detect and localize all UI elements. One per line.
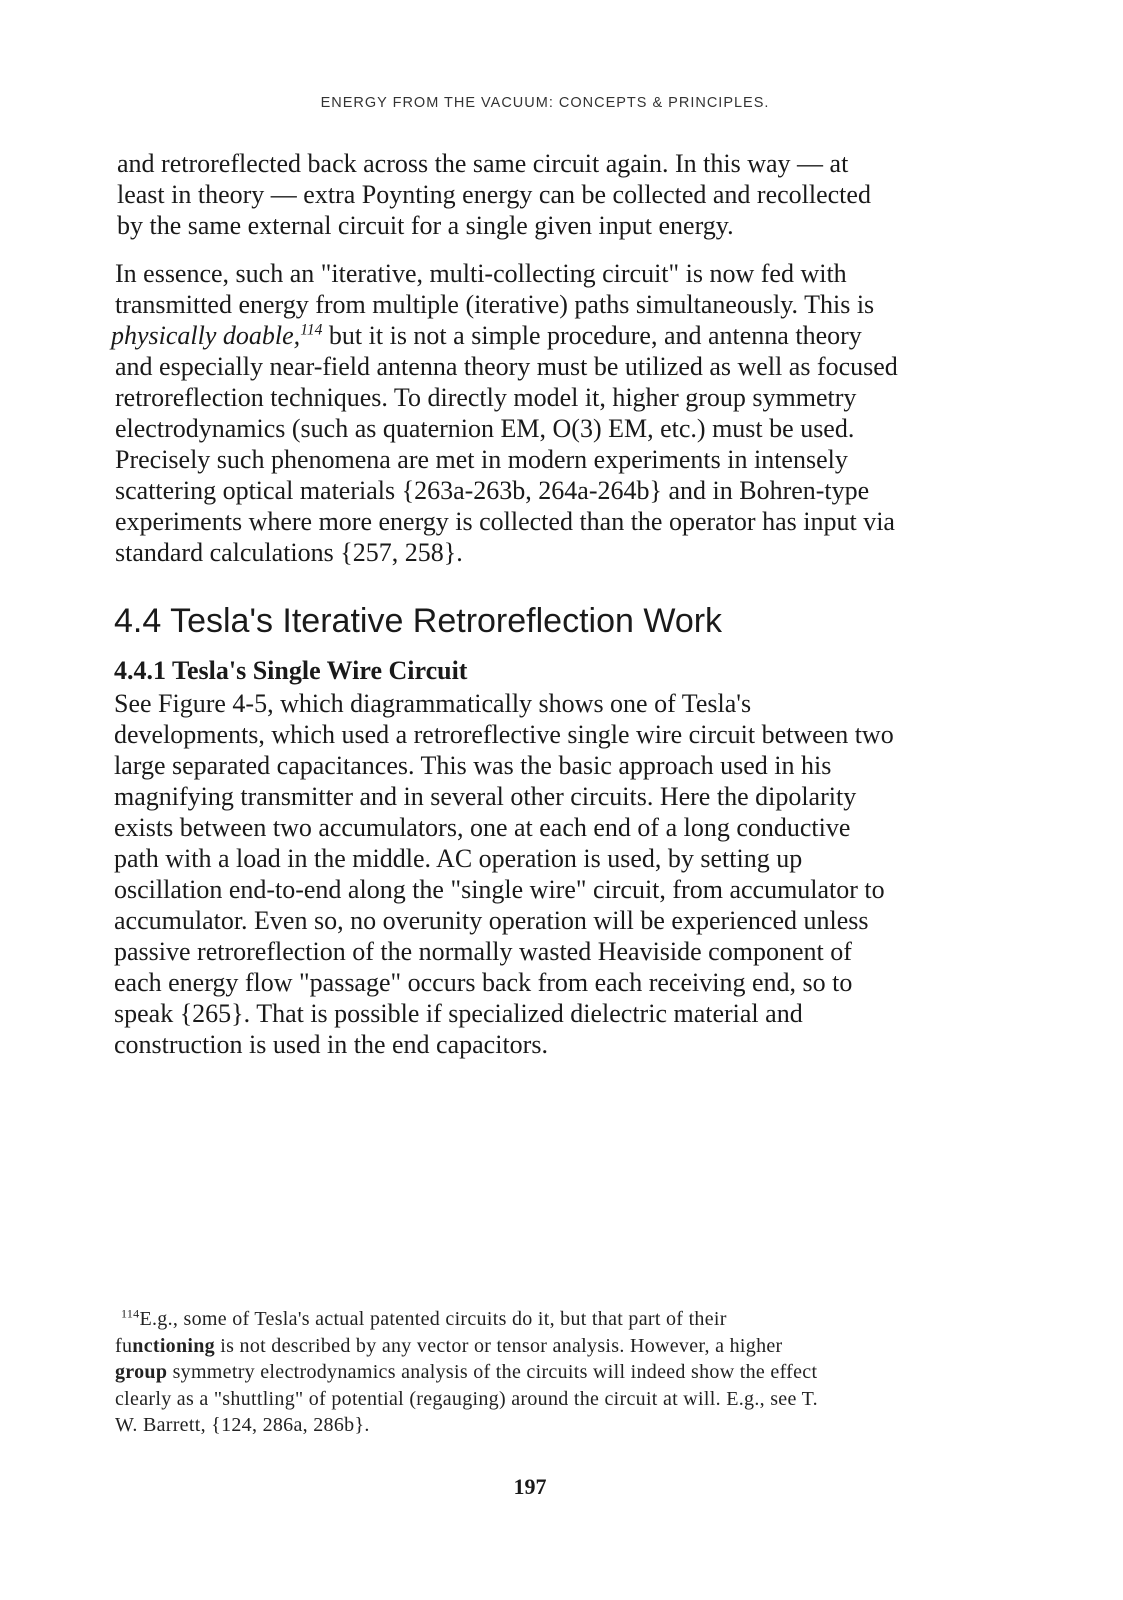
text-line: construction is used in the end capacitors.: [114, 1030, 548, 1059]
paragraph-iterative-circuit: [111, 258, 1015, 568]
text-span: but it is not a simple procedure, and antenna theory: [322, 321, 862, 350]
text-line: electrodynamics (such as quaternion EM, O(3) EM, etc.) must be used.: [115, 414, 855, 443]
section-heading: 4.4 Tesla's Iterative Retroreflection Work: [114, 602, 723, 640]
text-line: retroreflection techniques. To directly model it, higher group symmetry: [115, 383, 857, 412]
text-line: least in theory — extra Poynting energy can be collected and recollected: [117, 180, 871, 209]
bold-text: nctioning: [132, 1334, 215, 1357]
text-line: transmitted energy from multiple (iterative) paths simultaneously. This is: [115, 290, 875, 319]
emphasis-text: physically doable,: [111, 321, 301, 350]
footnote-line: W. Barrett, {124, 286a, 286b}.: [115, 1414, 370, 1436]
text-span: E.g., some of Tesla's actual patented circuits do it, but that part of their: [139, 1308, 727, 1330]
text-line: standard calculations {257, 258}.: [115, 538, 463, 567]
text-line: experiments where more energy is collected than the operator has input via: [115, 507, 895, 536]
subsection-heading: 4.4.1 Tesla's Single Wire Circuit: [114, 656, 468, 685]
running-header: ENERGY FROM THE VACUUM: CONCEPTS & PRINCIPLES.: [320, 95, 770, 111]
text-span: symmetry electrodynamics analysis of the circuits will indeed show the effect: [167, 1361, 818, 1383]
footnote-reference: 114: [300, 321, 323, 339]
text-line: In essence, such an "iterative, multi-collecting circuit" is now fed with: [115, 259, 847, 288]
text-line: large separated capacitances. This was the basic approach used in his: [114, 751, 832, 780]
text-line: magnifying transmitter and in several other circuits. Here the dipolarity: [114, 782, 857, 811]
text-line: oscillation end-to-end along the "single wire" circuit, from accumulator to: [114, 875, 885, 904]
text-line: and retroreflected back across the same circuit again. In this way — at: [117, 149, 849, 178]
text-line: and especially near-field antenna theory must be utilized as well as focused: [115, 352, 898, 381]
text-line: developments, which used a retroreflective single wire circuit between two: [114, 720, 894, 749]
text-line: by the same external circuit for a single given input energy.: [117, 211, 734, 240]
footnote-line: [115, 1359, 1015, 1386]
text-line: speak {265}. That is possible if specialized dielectric material and: [114, 999, 803, 1028]
text-line-with-footnote-ref: [111, 320, 1015, 351]
bold-text: group: [115, 1361, 168, 1383]
text-line: accumulator. Even so, no overunity operation will be experienced unless: [114, 906, 869, 935]
footnote-114: [115, 1306, 1015, 1439]
text-span: is not described by any vector or tensor analysis. However, a higher: [215, 1334, 783, 1357]
text-line: passive retroreflection of the normally wasted Heaviside component of: [114, 937, 852, 966]
text-line: each energy flow "passage" occurs back from each receiving end, so to: [114, 968, 853, 997]
text-line: path with a load in the middle. AC operation is used, by setting up: [114, 844, 803, 873]
footnote-marker: 114: [121, 1306, 140, 1321]
paragraph-single-wire-circuit: [114, 688, 1014, 1060]
text-line: exists between two accumulators, one at each end of a long conductive: [114, 813, 851, 842]
footnote-line: [115, 1306, 1015, 1333]
footnote-line: [115, 1333, 1015, 1360]
text-line: scattering optical materials {263a-263b, 264a-264b} and in Bohren-type: [115, 476, 870, 505]
paragraph-retroreflected: [117, 148, 1017, 241]
page-number: 197: [513, 1474, 547, 1499]
text-line: Precisely such phenomena are met in modern experiments in intensely: [115, 445, 848, 474]
text-span: fu: [115, 1334, 133, 1357]
footnote-line: clearly as a "shuttling" of potential (regauging) around the circuit at will. E.g., see T.: [115, 1387, 818, 1410]
text-line: See Figure 4-5, which diagrammatically shows one of Tesla's: [114, 689, 752, 718]
